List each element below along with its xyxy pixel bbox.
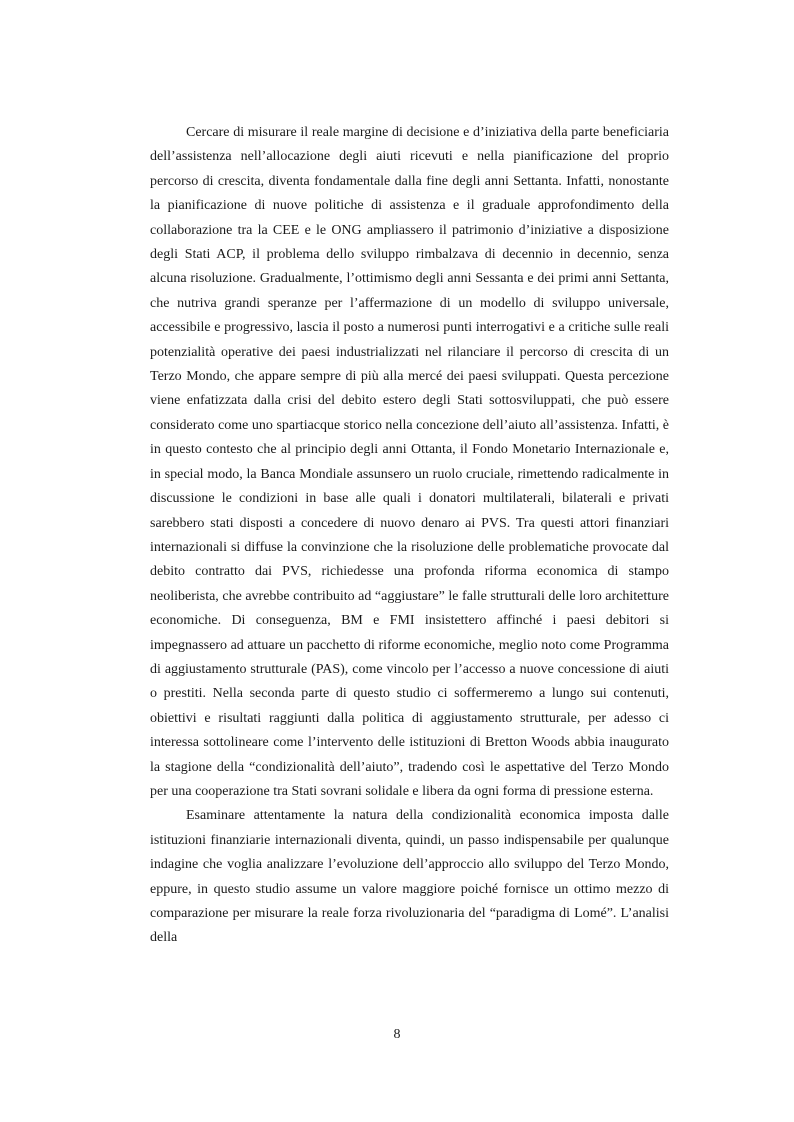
paragraph-2: Esaminare attentamente la natura della condizionalità economica imposta dalle istituzioni finanziarie internazionali diventa, quindi, un passo indispensabile per qualunque indagine che voglia analizzare l’evoluzione dell’approccio allo sviluppo del Terzo Mondo, eppure, in questo studio assume un valore maggiore poiché fornisce un ottimo mezzo di comparazione per misurare la reale forza rivoluzionaria del “paradigma di Lomé”. L’analisi della: [150, 808, 669, 946]
paragraph-1: Cercare di misurare il reale margine di decisione e d’iniziativa della parte beneficiaria dell’assistenza nell’allocazione degli aiuti ricevuti e nella pianificazione del proprio percorso di crescita, diventa fondamentale dalla fine degli anni Settanta. Infatti, nonostante la pianificazione di nuove politiche di assistenza e il graduale approfondimento della collaborazione tra la CEE e le ONG ampliassero il patrimonio d’iniziative a disposizione degli Stati ACP, il problema dello sviluppo rimbalzava di decennio in decennio, senza alcuna risoluzione. Gradualmente, l’ottimismo degli anni Sessanta e dei primi anni Settanta, che nutriva grandi speranze per l’affermazione di un modello di sviluppo universale, accessibile e progressivo, lascia il posto a numerosi punti interrogativi e a critiche sulle reali potenzialità operative dei paesi industrializzati nel rilanciare il percorso di crescita di un Terzo Mondo, che appare sempre di più alla mercé dei paesi sviluppati. Questa percezione viene enfatizzata dalla crisi del debito estero degli Stati sottosviluppati, che può essere considerato come uno spartiacque storico nella concezione dell’aiuto all’assistenza. Infatti, è in questo contesto che al principio degli anni Ottanta, il Fondo Monetario Internazionale e, in special modo, la Banca Mondiale assunsero un ruolo cruciale, rimettendo radicalmente in discussione le condizioni in base alle quali i donatori multilaterali, bilaterali e privati sarebbero stati disposti a concedere di nuovo denaro ai PVS. Tra questi attori finanziari internazionali si diffuse la convinzione che la risoluzione delle problematiche provocate dal debito contratto dai PVS, richiedesse una profonda riforma economica di stampo neoliberista, che avrebbe contribuito ad “aggiustare” le falle strutturali delle loro architetture economiche. Di conseguenza, BM e FMI insistettero affinché i paesi debitori si impegnassero ad attuare un pacchetto di riforme economiche, meglio noto come Programma di aggiustamento strutturale (PAS), come vincolo per l’accesso a nuove concessione di aiuti o prestiti. Nella seconda parte di questo studio ci soffermeremo a lungo sui contenuti, obiettivi e risultati raggiunti dalla politica di aggiustamento strutturale, per adesso ci interessa sottolineare come l’intervento delle istituzioni di Bretton Woods abbia inaugurato la stagione della “condizionalità dell’aiuto”, tradendo così le aspettative del Terzo Mondo per una cooperazione tra Stati sovrani solidale e libera da ogni forma di pressione esterna.: [150, 125, 669, 799]
page-number: 8: [393, 1027, 401, 1042]
body-text: [150, 121, 669, 951]
